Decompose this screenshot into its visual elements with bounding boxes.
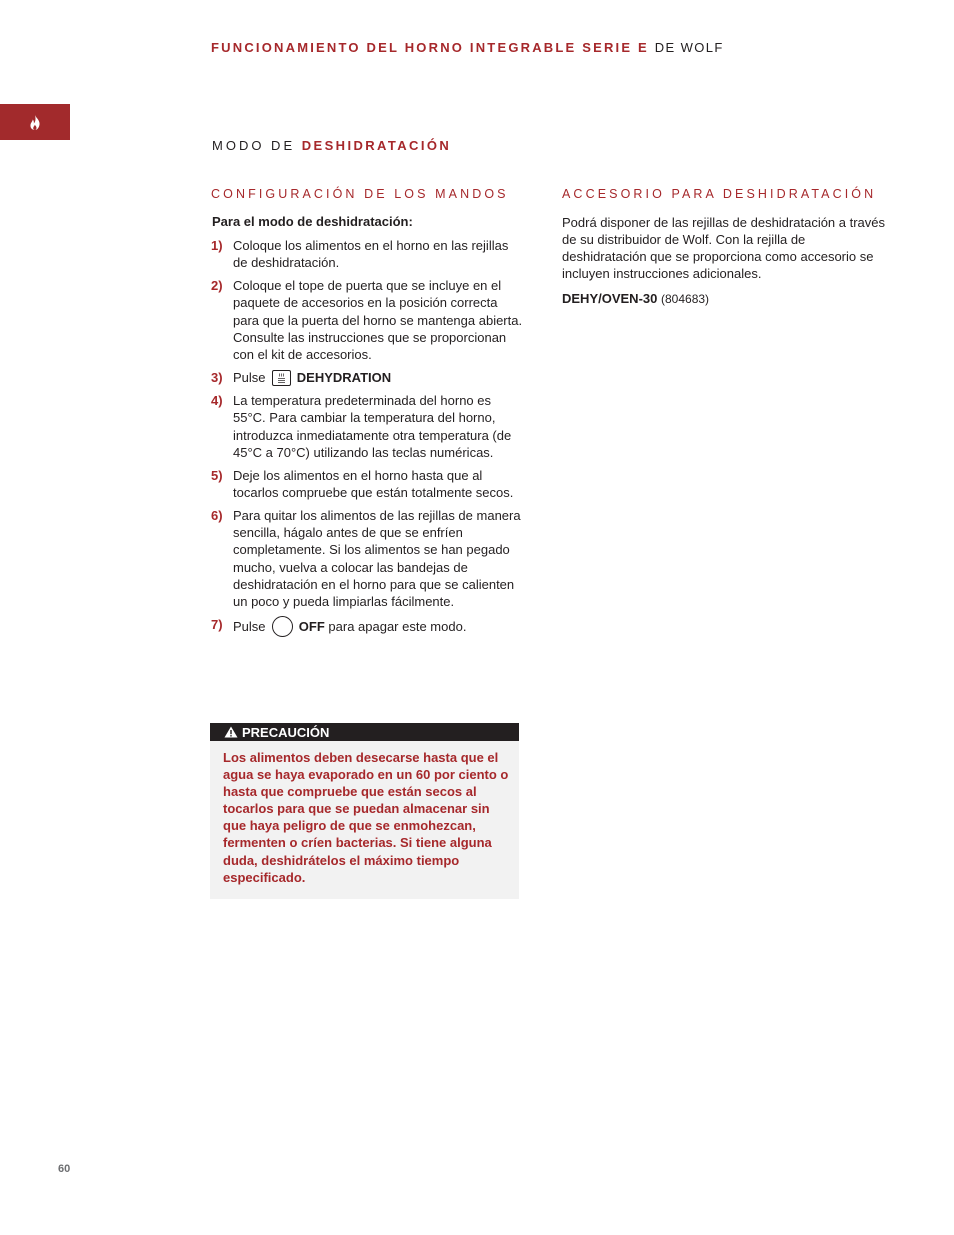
step-number: 4) (211, 393, 223, 409)
section-title-prefix: MODO DE (212, 138, 296, 153)
accessory-part-number: (804683) (661, 292, 710, 307)
warning-icon (224, 726, 238, 738)
caution-header (210, 723, 519, 741)
step-number: 6) (211, 508, 223, 524)
step-number: 2) (211, 278, 223, 294)
page-number: 60 (58, 1163, 71, 1175)
page-header (211, 40, 724, 55)
steps-list (211, 237, 526, 637)
accessory-paragraph: Podrá disponer de las rejillas de deshidratación a través de su distribuidor de Wolf. Con la rejilla de deshidratación que se proporciona como accesorio se incluyen instrucciones adicionales. (562, 215, 886, 282)
step-item (211, 392, 526, 460)
step-number: 3) (211, 370, 223, 386)
section-tab (0, 104, 70, 140)
controls-subheading: Para el modo de deshidratación: (212, 214, 413, 229)
accessory-column (562, 214, 892, 308)
step-item (211, 369, 526, 386)
step-item (211, 237, 526, 271)
off-label: OFF (298, 619, 325, 634)
step-item (211, 616, 526, 637)
step-item (211, 277, 526, 362)
step-item (211, 467, 526, 501)
step-text: Para quitar los alimentos de las rejillas de manera sencilla, hágalo antes de que se enfríen completamente. Si los alimentos se han pegado mucho, vuelva a colocar las bandejas de deshidratación en el horno para que se calienten un poco y pueda limpiarlas fácilmente. (233, 508, 521, 609)
step-text-suffix: para apagar este modo. (328, 619, 467, 634)
step-text: Coloque el tope de puerta que se incluye en el paquete de accesorios en la posición correcta para que la puerta del horno se mantenga abierta. Consulte las instrucciones que se proporcionan con el kit de accesorios. (233, 278, 523, 362)
controls-heading: CONFIGURACIÓN DE LOS MANDOS (211, 187, 509, 201)
accessory-part-name: DEHY/OVEN-30 (562, 291, 658, 307)
step-number: 7) (211, 617, 223, 632)
caution-box (210, 723, 519, 899)
controls-column (211, 214, 526, 643)
caution-label: PRECAUCIÓN (242, 724, 330, 740)
off-button-icon (272, 616, 293, 637)
section-title (212, 138, 451, 153)
step-number: 5) (211, 467, 223, 483)
step-number: 1) (211, 238, 223, 253)
dehydration-button-icon (272, 370, 291, 386)
dehydration-label: DEHYDRATION (296, 370, 392, 386)
step-text: Pulse (233, 370, 266, 386)
caution-text: Los alimentos deben desecarse hasta que el agua se haya evaporado en un 60 por ciento o hasta que compruebe que están secos al tocarlos para que se puedan almacenar sin que haya peligro de que se enmohezcan, fermenten o críen bacterias. Si tiene alguna duda, deshidrátelos el máximo tiempo especificado. (223, 750, 509, 885)
step-text: Pulse (233, 619, 266, 634)
step-text: Coloque los alimentos en el horno en las rejillas de deshidratación. (233, 238, 509, 271)
accessory-heading: ACCESORIO PARA DESHIDRATACIÓN (562, 187, 877, 201)
header-brand: DE WOLF (654, 40, 724, 55)
step-text: Deje los alimentos en el horno hasta que al tocarlos compruebe que están totalmente secos. (233, 467, 514, 500)
step-text: La temperatura predeterminada del horno es 55°C. Para cambiar la temperatura del horno, introduzca inmediatamente otra temperatura (de 45°C a 70°C) utilizando las teclas numéricas. (233, 393, 512, 460)
section-title-highlight: DESHIDRATACIÓN (301, 138, 452, 153)
step-item (211, 507, 526, 610)
accessory-part (562, 290, 892, 308)
flame-icon (29, 115, 41, 130)
header-title: FUNCIONAMIENTO DEL HORNO INTEGRABLE SERIE E (211, 40, 649, 55)
